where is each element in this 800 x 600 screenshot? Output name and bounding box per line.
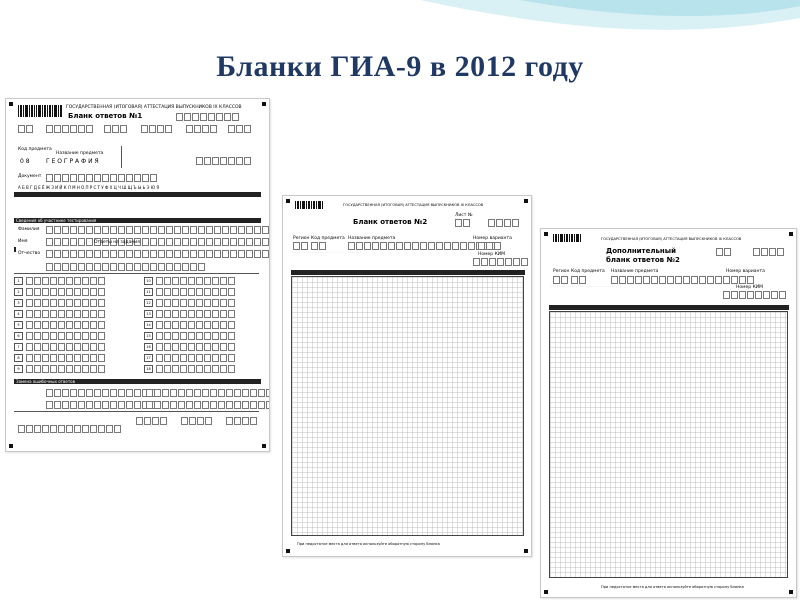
replace-cells-4 [146,401,270,409]
last-name-cells [46,226,269,234]
answer-row-number: 18 [144,365,153,373]
subject-name-cells [348,242,499,250]
answer-row-number: 12 [144,299,153,307]
subject-code-label: Код предмета [18,147,52,152]
subject-name-label: Название предмета [56,151,104,156]
document-cells [46,174,157,182]
answer-row [144,332,235,340]
last-name-label: Фамилия [18,227,40,232]
subject-code-value: 0 8 [20,158,30,165]
form-header: ГОСУДАРСТВЕННАЯ (ИТОГОВАЯ) АТТЕСТАЦИЯ ВЫПУСКНИКОВ IX КЛАССОВ [601,237,742,241]
region-cells [553,276,568,284]
answer-row [14,343,105,351]
subject-code-cells [571,276,586,284]
answer-area-bar [549,305,789,310]
answer-row-number: 14 [144,321,153,329]
divider [121,146,122,168]
answer-row [144,277,235,285]
answer-form-1 [5,98,270,452]
kim-cells [723,291,786,299]
answer-cells[interactable] [156,288,235,296]
reserve-cells [753,248,784,256]
instruction-text: · · · · · · · · · · · · · · · · · · · · · · · · · · · · · · · · · · · · · [293,250,363,254]
answer-row [144,365,235,373]
first-name-cells [46,238,269,246]
answer-row-number: 16 [144,343,153,351]
replace-answers-bar: Замена ошибочных ответов [14,379,261,384]
answer-row-number: 3 [14,299,23,307]
participant-info-bar: Сведения об участнике тестирования [14,218,261,223]
document-label: Документ [18,174,42,179]
answer-row-number: 7 [14,343,23,351]
answers-bar [14,247,16,252]
answer-row-number: 8 [14,354,23,362]
kim-cells [473,258,528,266]
instruction-text: · · · · · · · · · · · · · · · · · · · · · · · · · · · · · · · · · · · [551,284,617,288]
answer-cells[interactable] [156,321,235,329]
barcode [295,201,325,209]
region-label: Регион [553,269,570,274]
section-divider [14,273,259,274]
signature-cells [18,425,121,433]
reserve-cells [226,417,257,425]
date-cells [176,113,239,121]
kim-label: Номер КИМ [478,252,506,257]
additional-answer-form [540,228,797,598]
variant-cells [731,276,754,284]
corner-marker [789,232,793,236]
answer-area-bar [291,270,525,275]
answer-grid[interactable] [291,276,524,536]
form-title-line1: Дополнительный [606,247,676,255]
corner-marker [524,199,528,203]
answer-row [144,321,235,329]
corner-marker [524,549,528,553]
reserve-cells [488,219,519,227]
corner-marker [544,232,548,236]
answer-cells[interactable] [26,343,105,351]
subject-code-cells [311,242,326,250]
subject-name-value: Г Е О Г Р А Ф И Я [46,158,99,165]
instruction-bar [14,192,261,197]
barcode [18,105,62,117]
corner-marker [789,590,793,594]
variant-cells [478,242,501,250]
answer-cells[interactable] [26,354,105,362]
answer-row [14,365,105,373]
corner-marker [9,102,13,106]
answer-row-number: 1 [14,277,23,285]
answer-row [144,288,235,296]
answer-cells[interactable] [156,277,235,285]
answer-row [144,299,235,307]
variant-label: Номер варианта [473,236,512,241]
section-divider [14,411,259,412]
reserve-cells [136,417,167,425]
slide-title: Бланки ГИА-9 в 2012 году [216,50,584,83]
answer-row-number: 6 [14,332,23,340]
answer-row [14,288,105,296]
answer-cells[interactable] [26,321,105,329]
middle-name-label: Отчество [18,251,41,256]
ppe-code-cells [141,125,172,133]
subject-name-label: Название предмета [611,269,659,274]
region-label: Регион [293,236,310,241]
first-name-label: Имя [18,239,28,244]
charset-sample: А Б В Г Д Е Ё Ж З И Й К Л М Н О П Р С Т У Ф Х Ц Ч Ш Щ Ъ Ы Ь Э Ю Я [18,185,160,190]
corner-marker [286,549,290,553]
school-code-cells [46,125,93,133]
form-header: ГОСУДАРСТВЕННАЯ (ИТОГОВАЯ) АТТЕСТАЦИЯ ВЫПУСКНИКОВ IX КЛАССОВ [343,203,484,207]
sheet-label: Лист № [455,213,473,218]
answer-row-number: 15 [144,332,153,340]
sheet-cells [716,248,731,256]
subject-code-label: Код предмета [311,236,345,241]
replace-cells-3 [46,401,157,409]
replace-cells-2 [146,389,270,397]
kim-cells [196,157,251,165]
corner-marker [286,199,290,203]
answer-cells[interactable] [26,310,105,318]
answer-cells[interactable] [26,288,105,296]
answer-row [14,299,105,307]
sheet-cells [455,219,470,227]
variant-label: Номер варианта [726,269,765,274]
answer-cells[interactable] [156,299,235,307]
answer-row-number: 10 [144,277,153,285]
answer-cells[interactable] [156,343,235,351]
answer-row-number: 5 [14,321,23,329]
answer-cells[interactable] [26,299,105,307]
footer-note: При недостатке места для ответа используйте оборотную сторону бланка [297,542,440,546]
document-series-cells [46,263,205,271]
answer-row [14,332,105,340]
form-title: Бланк ответов №1 [68,112,143,120]
region-cells [293,242,308,250]
middle-name-cells [46,250,269,258]
answer-cells[interactable] [26,332,105,340]
corner-marker [262,102,266,106]
answer-row-number: 9 [14,365,23,373]
answer-cells[interactable] [156,310,235,318]
answer-cells[interactable] [26,277,105,285]
answer-row-number: 11 [144,288,153,296]
answer-row-number: 4 [14,310,23,318]
answer-row [144,343,235,351]
footer-note: При недостатке места для ответа используйте оборотную сторону бланка [601,585,744,589]
subject-name-label: Название предмета [348,236,396,241]
answer-row [144,354,235,362]
subject-code-label: Код предмета [571,269,605,274]
answer-cells[interactable] [156,354,235,362]
answer-row [14,277,105,285]
answer-row-number: 2 [14,288,23,296]
form-title: Бланк ответов №2 [353,218,428,226]
answer-cells[interactable] [156,365,235,373]
corner-marker [9,444,13,448]
corner-marker [262,444,266,448]
answer-row [14,321,105,329]
answers-heading: Ответы на задания [94,240,140,245]
corner-marker [544,590,548,594]
variant-cells [228,125,251,133]
answer-cells[interactable] [26,365,105,373]
answer-row [144,310,235,318]
form-header: ГОСУДАРСТВЕННАЯ (ИТОГОВАЯ) АТТЕСТАЦИЯ ВЫПУСКНИКОВ IX КЛАССОВ [66,105,242,110]
answer-grid[interactable] [549,311,788,578]
auditorium-cells [186,125,217,133]
answer-row-number: 17 [144,354,153,362]
replace-cells-1 [46,389,157,397]
kim-label: Номер КИМ [736,285,764,290]
answer-cells[interactable] [156,332,235,340]
form-title-line2: бланк ответов №2 [606,256,680,264]
answer-form-2 [282,195,532,557]
class-cells [104,125,127,133]
reserve-cells [181,417,212,425]
region-cells [18,125,33,133]
answer-row [14,354,105,362]
answer-row [14,310,105,318]
answer-row-number: 13 [144,310,153,318]
barcode [553,234,583,242]
